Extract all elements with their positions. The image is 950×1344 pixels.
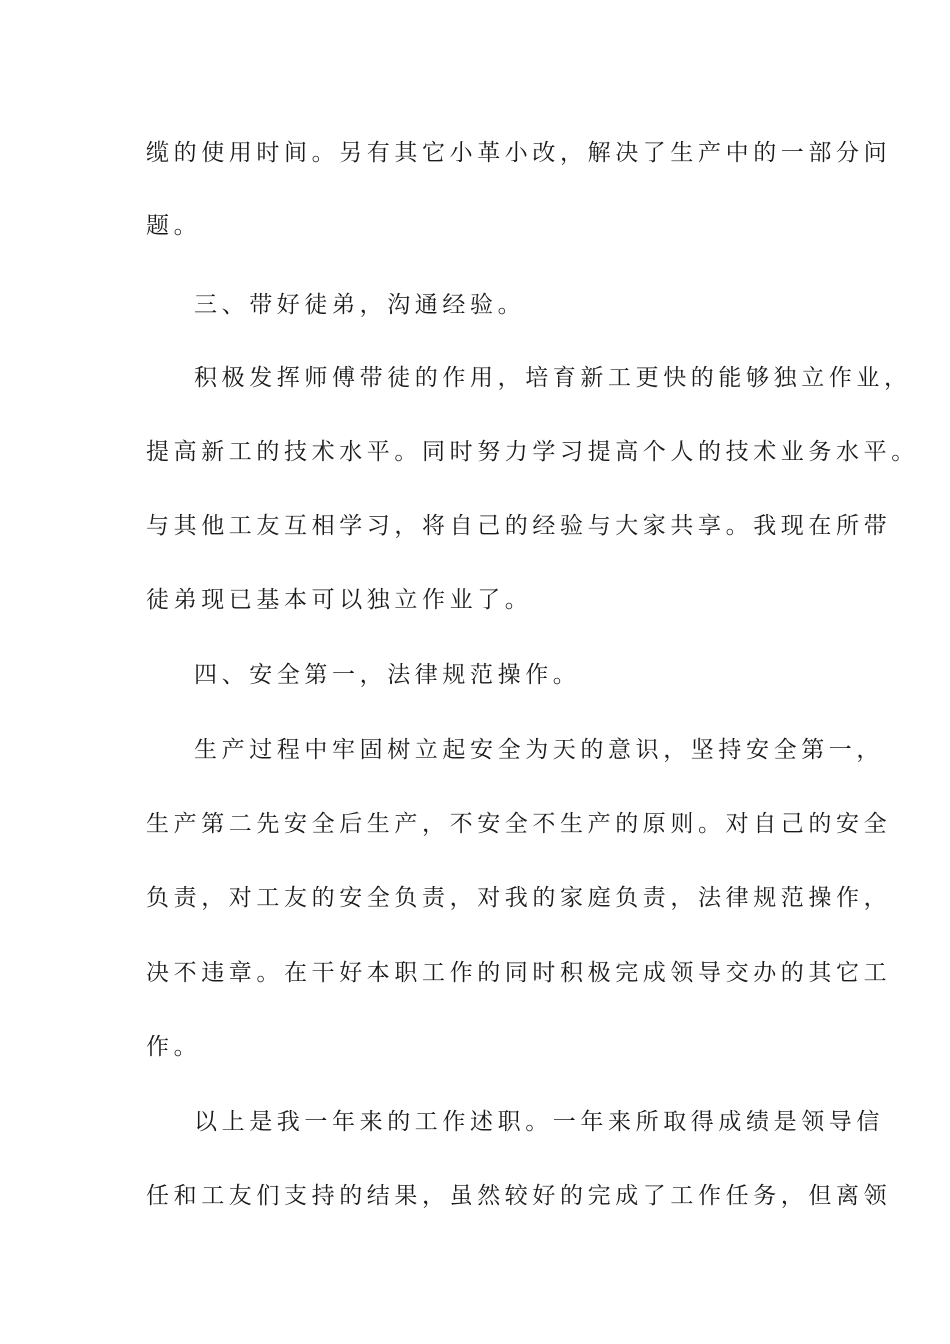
paragraph-line: 徒弟现已基本可以独立作业了。 (146, 587, 533, 613)
paragraph-line: 作。 (146, 1034, 202, 1060)
paragraph-line: 题。 (146, 213, 202, 239)
paragraph-line: 缆的使用时间。另有其它小革小改，解决了生产中的一部分问 (146, 140, 892, 166)
paragraph-line: 积极发挥师傅带徒的作用，培育新工更快的能够独立作业， (194, 365, 912, 391)
paragraph-line: 生产第二先安全后生产，不安全不生产的原则。对自己的安全 (146, 811, 892, 837)
paragraph-line: 与其他工友互相学习，将自己的经验与大家共享。我现在所带 (146, 513, 892, 539)
paragraph-line: 以上是我一年来的工作述职。一年来所取得成绩是领导信 (194, 1109, 884, 1135)
paragraph-line: 负责，对工友的安全负责，对我的家庭负责，法律规范操作， (146, 885, 892, 911)
paragraph-line: 提高新工的技术水平。同时努力学习提高个人的技术业务水平。 (146, 439, 919, 465)
section-heading: 三、带好徒弟，沟通经验。 (194, 292, 526, 318)
paragraph-line: 生产过程中牢固树立起安全为天的意识，坚持安全第一， (194, 737, 884, 763)
section-heading: 四、安全第一，法律规范操作。 (194, 662, 581, 688)
paragraph-line: 决不违章。在干好本职工作的同时积极完成领导交办的其它工 (146, 960, 892, 986)
paragraph-line: 任和工友们支持的结果，虽然较好的完成了工作任务，但离领 (146, 1183, 892, 1209)
